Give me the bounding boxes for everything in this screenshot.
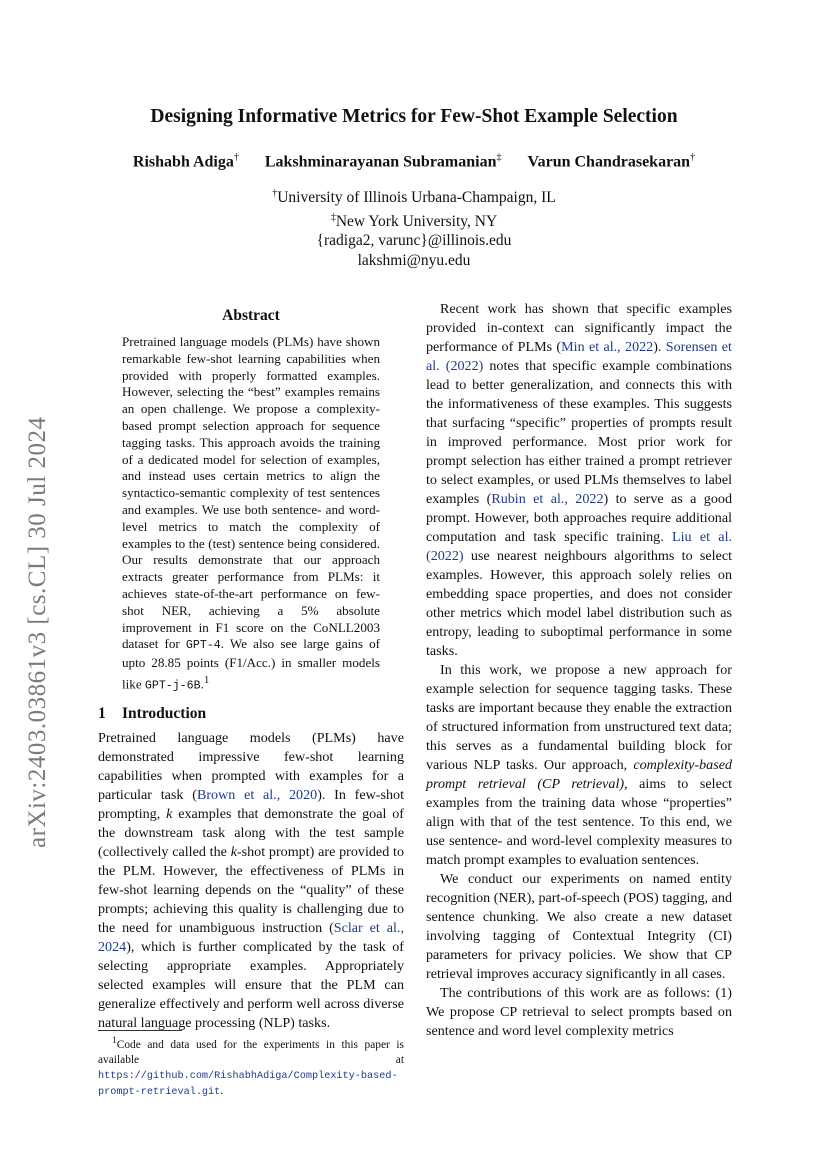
abstract-body: Pretrained language models (PLMs) have shown remarkable few-shot learning capabilities when provided with properly formatted examples. However, selecting the “best” examples remains an open challenge. We propose a complexity-based prompt selection approach for sequence tagging tasks. This approach avoids the training of a dedicated model for selection of examples, and instead uses certain metrics to align the syntactico-semantic complexity of test sentences and examples. We use both sentence- and word-level metrics to match the complexity of examples to the (test) sentence being considered. Our results demonstrate that our approach extracts greater performance from PLMs: it achieves state-of-the-art performance on few-shot NER, achieving a 5% absolute improvement in F1 score on the CoNLL2003 dataset for GPT-4. We also see large gains of upto 28.85 points (F1/Acc.) in smaller models like GPT-j-6B.$^1$: [122, 334, 380, 693]
email: {radiga2, varunc}@illinois.edu: [316, 232, 512, 250]
intro-paragraph: Recent work has shown that specific examples provided in-context can significantly impact the performance of PLMs (Min et al., 2022). Sorensen et al. (2022) notes that specific example combinations lead to better generalization, and connects this with the informativeness of these examples. This suggests that surfacing “specific” properties of prompts result in improved performance. Most prior work for prompt selection has either trained a prompt retriever to select examples, or used PLMs themselves to label examples (Rubin et al., 2022) to serve as a good prompt. However, both approaches require additional computation and task specific training. Liu et al. (2022) use nearest neighbours algorithms to select examples. However, this approach solely relies on embedding space properties, and does not consider other metrics which model label distribution such as entropy, leading to suboptimal performance in some tasks.: [426, 301, 733, 659]
email: lakshmi@nyu.edu: [357, 251, 471, 269]
author: [133, 152, 239, 171]
model-name: GPT-4: [185, 639, 221, 653]
citation-link[interactable]: Min et al., 2022: [561, 339, 654, 355]
abstract-heading: Abstract: [222, 307, 280, 324]
affiliation: ‡New York University, NY: [330, 211, 498, 230]
author-name: Rishabh Adiga: [132, 153, 234, 171]
citation-link[interactable]: Sclar et al., 2024: [98, 920, 404, 956]
affiliation: †University of Illinois Urbana-Champaign, IL: [272, 188, 556, 207]
intro-paragraph: We conduct our experiments on named entity recognition (NER), part-of-speech (POS) tagging, and sentence chunking. We also create a new dataset involving tagging of Contextual Integrity (CI) parameters for privacy policies. We show that CP retrieval improves accuracy significantly in all cases.: [426, 871, 732, 982]
arxiv-identifier[interactable]: arXiv:2403.03861v3 [cs.CL] 30 Jul 2024: [24, 416, 51, 848]
section-heading: 1 Introduction: [98, 705, 207, 723]
affiliation-mark: †: [233, 152, 239, 163]
affiliation-mark: †: [690, 152, 696, 163]
author-name: Varun Chandrasekaran: [527, 153, 691, 171]
github-link[interactable]: https://github.com/RishabhAdiga/Complexity-based-prompt-retrieval.git: [98, 1070, 398, 1098]
right-column: [426, 300, 732, 1041]
citation-link[interactable]: Liu et al. (2022): [426, 529, 733, 564]
model-name: GPT-j-6B: [144, 679, 201, 693]
affiliation-mark: ‡: [496, 152, 502, 163]
left-column: [98, 300, 404, 1033]
affiliations: [0, 184, 828, 270]
citation-link[interactable]: Sorensen et al. (2022): [426, 339, 732, 374]
footnote: $^1$Code and data used for the experiments in this paper is available at https://github.com/RishabhAdiga/Complexity-based-prompt-retrieval.git.: [98, 1036, 404, 1098]
intro-paragraph: In this work, we propose a new approach for example selection for sequence tagging tasks. These tasks are important because they enable the extraction of structured information from unstructured text data; this serves as a fundamental building block for various NLP tasks. Our approach, complexity-based prompt retrieval (CP retrieval), aims to select examples from the training data whose “properties” align with that of the test sentence. To this end, we use sentence- and word-level complexity measures to match prompt examples to evaluation sentences.: [426, 662, 732, 868]
footnote-divider: [98, 1030, 182, 1031]
author: [265, 152, 502, 171]
paper-title: Designing Informative Metrics for Few-Shot Example Selection: [150, 106, 678, 127]
citation-link[interactable]: Rubin et al., 2022: [491, 491, 604, 507]
author-name: Lakshminarayanan Subramanian: [264, 153, 497, 171]
author-list: [0, 152, 828, 171]
footnote-ref[interactable]: 1: [203, 673, 210, 686]
citation-link[interactable]: Brown et al., 2020: [196, 787, 318, 804]
intro-paragraph: Pretrained language models (PLMs) have demonstrated impressive few-shot learning capabilities when prompted with examples for a particular task (Brown et al., 2020). In few-shot prompting, k examples that demonstrate the goal of the downstream task along with the test sample (collectively called the k-shot prompt) are provided to the PLM. However, the effectiveness of PLMs in few-shot learning depends on the “quality” of these prompts; achieving this quality is challenging due to the need for unambiguous instruction (Sclar et al., 2024), which is further complicated by the task of selecting appropriate examples. Appropriately selected examples will ensure that the PLM can generalize effectively and perform well across diverse natural language processing (NLP) tasks.: [98, 730, 404, 1032]
intro-paragraph: The contributions of this work are as follows: (1) We propose CP retrieval to select prompts based on sentence and word level complexity metrics: [426, 985, 732, 1039]
author: [528, 152, 696, 171]
